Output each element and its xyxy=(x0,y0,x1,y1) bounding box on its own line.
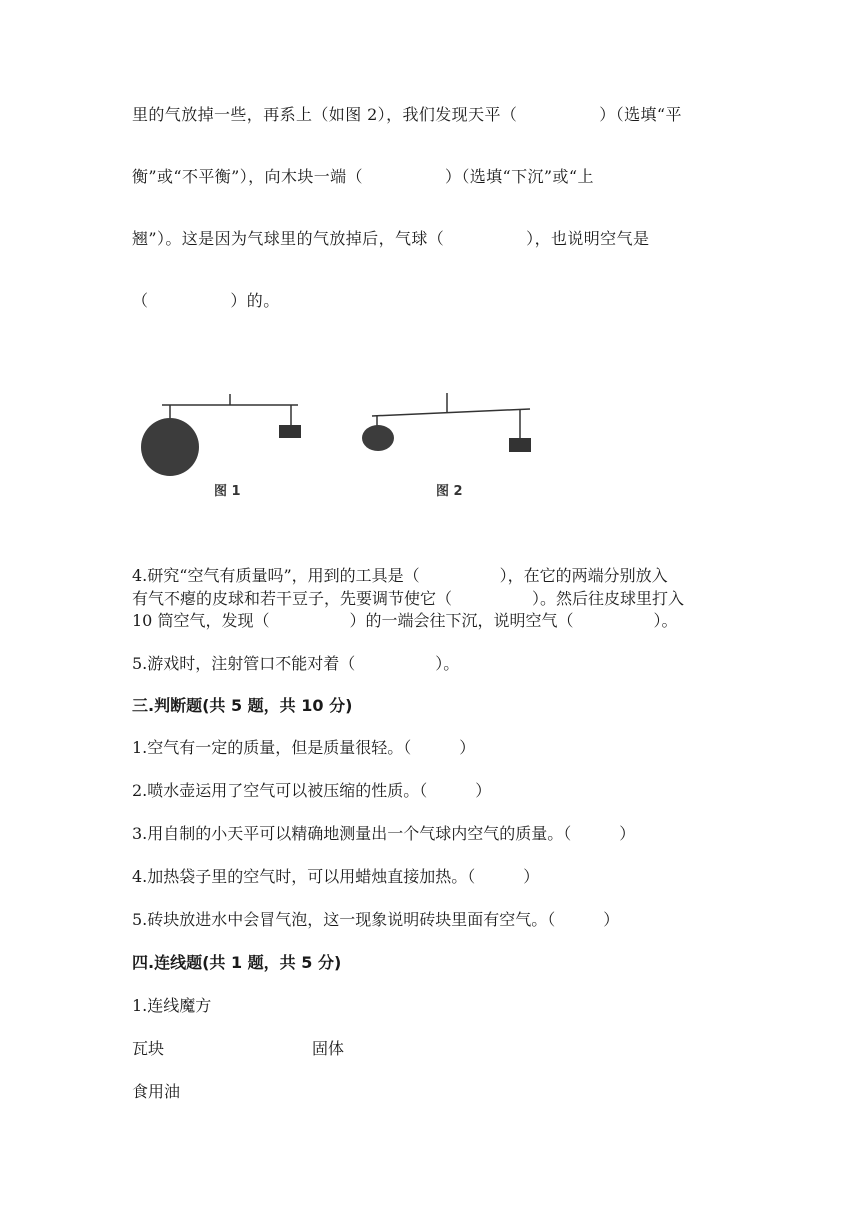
figure-2-balance xyxy=(362,393,531,452)
section-3-heading: 三.判断题(共 5 题，共 10 分) xyxy=(132,696,353,715)
figure-1-label: 图 1 xyxy=(214,484,241,499)
q5-text: 5.游戏时，注射管口不能对着（ ）。 xyxy=(132,654,460,673)
matching-title: 1.连线魔方 xyxy=(132,996,212,1015)
wood-block xyxy=(509,438,531,452)
matching-left-item: 食用油 xyxy=(132,1082,181,1101)
judge-item-5: 5.砖块放进水中会冒气泡，这一现象说明砖块里面有空气。（ ） xyxy=(132,910,620,929)
balance-figure xyxy=(132,385,552,505)
judge-item-3: 3.用自制的小天平可以精确地测量出一个气球内空气的质量。（ ） xyxy=(132,824,636,843)
matching-right-item: 固体 xyxy=(312,1039,345,1058)
q3-line-4: （ ）的。 xyxy=(132,291,280,310)
q3-line-3: 翘”）。这是因为气球里的气放掉后，气球（ ），也说明空气是 xyxy=(132,229,650,248)
q4-line-1: 4.研究“空气有质量吗”，用到的工具是（ ），在它的两端分别放入 xyxy=(132,566,668,585)
q3-line-1: 里的气放掉一些，再系上（如图 2），我们发现天平（ ）（选填“平 xyxy=(132,105,682,124)
figure-2-label: 图 2 xyxy=(436,484,463,499)
deflated-balloon xyxy=(362,425,394,451)
judge-item-1: 1.空气有一定的质量，但是质量很轻。（ ） xyxy=(132,738,476,757)
judge-item-4: 4.加热袋子里的空气时，可以用蜡烛直接加热。（ ） xyxy=(132,867,540,886)
q4-line-3: 10 筒空气，发现（ ）的一端会往下沉，说明空气（ ）。 xyxy=(132,611,678,630)
q3-line-2: 衡”或“不平衡”），向木块一端（ ）（选填“下沉”或“上 xyxy=(132,167,594,186)
q4-line-2: 有气不瘪的皮球和若干豆子，先要调节使它（ ）。然后往皮球里打入 xyxy=(132,589,685,608)
inflated-balloon xyxy=(141,418,199,476)
judge-item-2: 2.喷水壶运用了空气可以被压缩的性质。（ ） xyxy=(132,781,492,800)
section-4-heading: 四.连线题(共 1 题，共 5 分) xyxy=(132,953,342,972)
figure-1-balance xyxy=(141,394,301,476)
matching-left-item: 瓦块 xyxy=(132,1039,165,1058)
wood-block xyxy=(279,425,301,438)
